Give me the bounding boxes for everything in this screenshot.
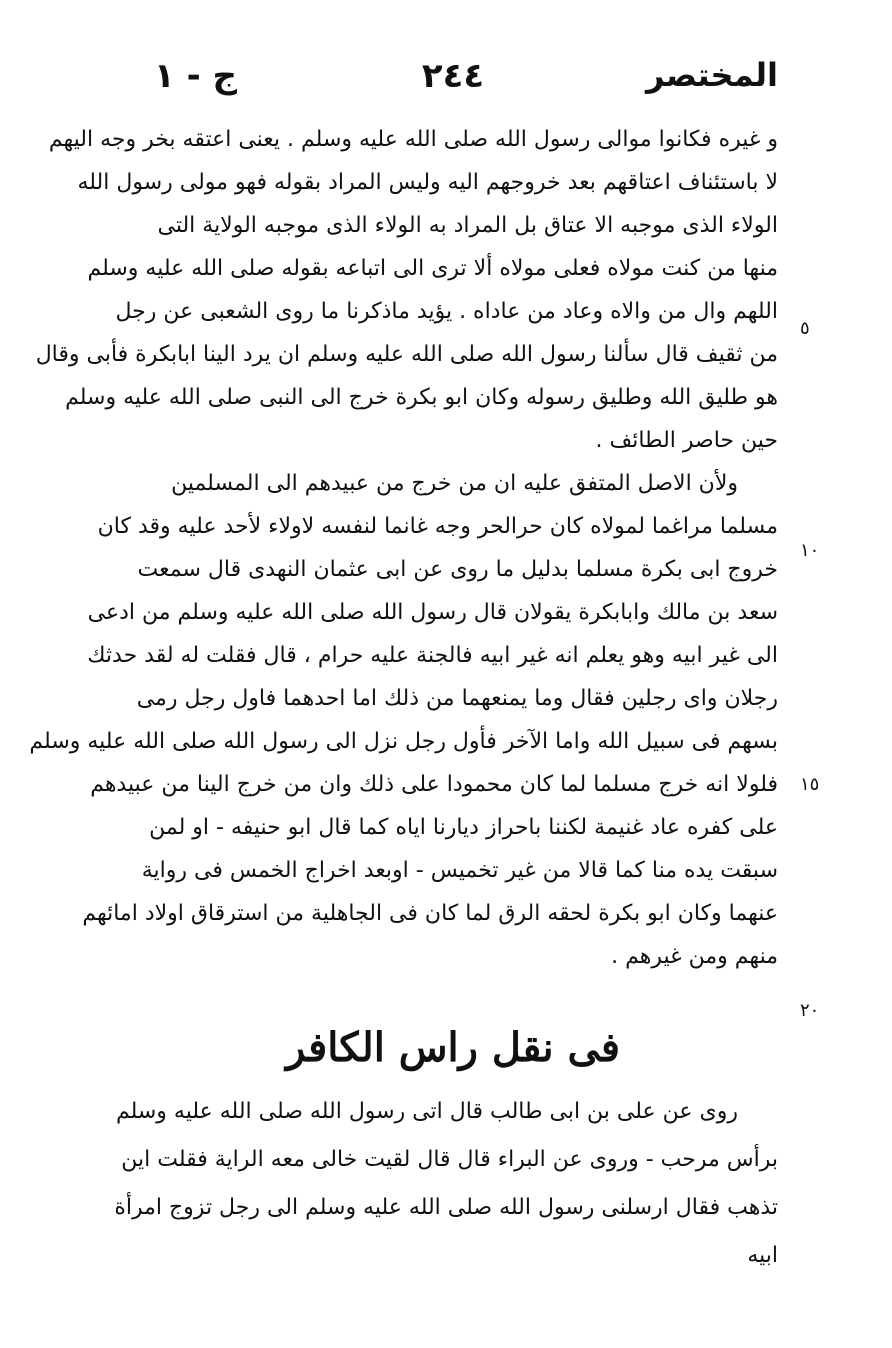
line-number-10: ١٠ [800,540,820,561]
text-line: اللهم وال من والاه وعاد من عاداه . يؤيد ماذكرنا ما روى الشعبى عن رجل [115,299,778,324]
line-number-15: ١٥ [800,774,820,795]
main-text [29,118,778,978]
text-line: سعد بن مالك وابابكرة يقولان قال رسول الله صلى الله عليه وسلم من ادعى [87,600,778,625]
text-line: ابيه [747,1243,778,1268]
text-line: الى غير ابيه وهو يعلم انه غير ابيه فالجنة عليه حرام ، قال فقلت له لقد حدثك [87,643,778,668]
line-number-20: ٢٠ [800,1000,820,1021]
text-line: منها من كنت مولاه فعلى مولاه ألا ترى الى اتباعه بقوله صلى الله عليه وسلم [87,256,778,281]
section-heading: فى نقل راس الكافر [286,1024,620,1071]
volume-label: ج - ١ [154,56,238,96]
line-number-5: ٥ [800,318,810,339]
text-line: بسهم فى سبيل الله واما الآخر فأول رجل نزل الى رسول الله صلى الله عليه وسلم [29,729,778,754]
text-line: على كفره عاد غنيمة لكننا باحراز ديارنا اياه كما قال ابو حنيفه - او لمن [149,815,778,840]
book-title: المختصر [646,56,778,94]
text-line: خروج ابى بكرة مسلما بدليل ما روى عن ابى عثمان النهدى قال سمعت [137,557,778,582]
text-line: رجلان واى رجلين فقال وما يمنعهما من ذلك اما احدهما فاول رجل رمى [136,686,778,711]
page-header [128,56,778,102]
text-line: من ثقيف قال سألنا رسول الله صلى الله عليه وسلم ان يرد الينا ابابكرة فأبى وقال [35,342,778,367]
text-line: روى عن على بن ابى طالب قال اتى رسول الله صلى الله عليه وسلم [115,1099,738,1124]
text-line: منهم ومن غيرهم . [611,944,778,969]
text-line: فلولا انه خرج مسلما لما كان محمودا على ذلك وان من خرج الينا من عبيدهم [90,772,778,797]
text-line: الولاء الذى موجبه الا عتاق بل المراد به الولاء الذى موجبه الولاية التى [157,213,778,238]
text-line: هو طليق الله وطليق رسوله وكان ابو بكرة خرج الى النبى صلى الله عليه وسلم [65,385,778,410]
page-number: ٢٤٤ [421,56,485,96]
text-line: مسلما مراغما لمولاه كان حرالحر وجه غانما لنفسه لاولاء لأحد عليه وقد كان [97,514,778,539]
text-line: حين حاصر الطائف . [595,428,778,453]
text-line: لا باستئناف اعتاقهم بعد خروجهم اليه وليس المراد بقوله فهو مولى رسول الله [77,170,778,195]
text-line: سبقت يده منا كما قالا من غير تخميس - اوبعد اخراج الخمس فى رواية [141,858,778,883]
text-line: تذهب فقال ارسلنى رسول الله صلى الله عليه وسلم الى رجل تزوج امرأة [114,1195,778,1220]
section-text [114,1088,778,1280]
text-line: برأس مرحب - وروى عن البراء قال قال لقيت خالى معه الراية فقلت اين [121,1147,778,1172]
text-line: عنهما وكان ابو بكرة لحقه الرق لما كان فى الجاهلية من استرقاق اولاد امائهم [82,901,778,926]
text-line: و غيره فكانوا موالى رسول الله صلى الله عليه وسلم . يعنى اعتقه بخر وجه اليهم [48,127,778,152]
text-line: ولأن الاصل المتفق عليه ان من خرج من عبيدهم الى المسلمين [171,471,738,496]
